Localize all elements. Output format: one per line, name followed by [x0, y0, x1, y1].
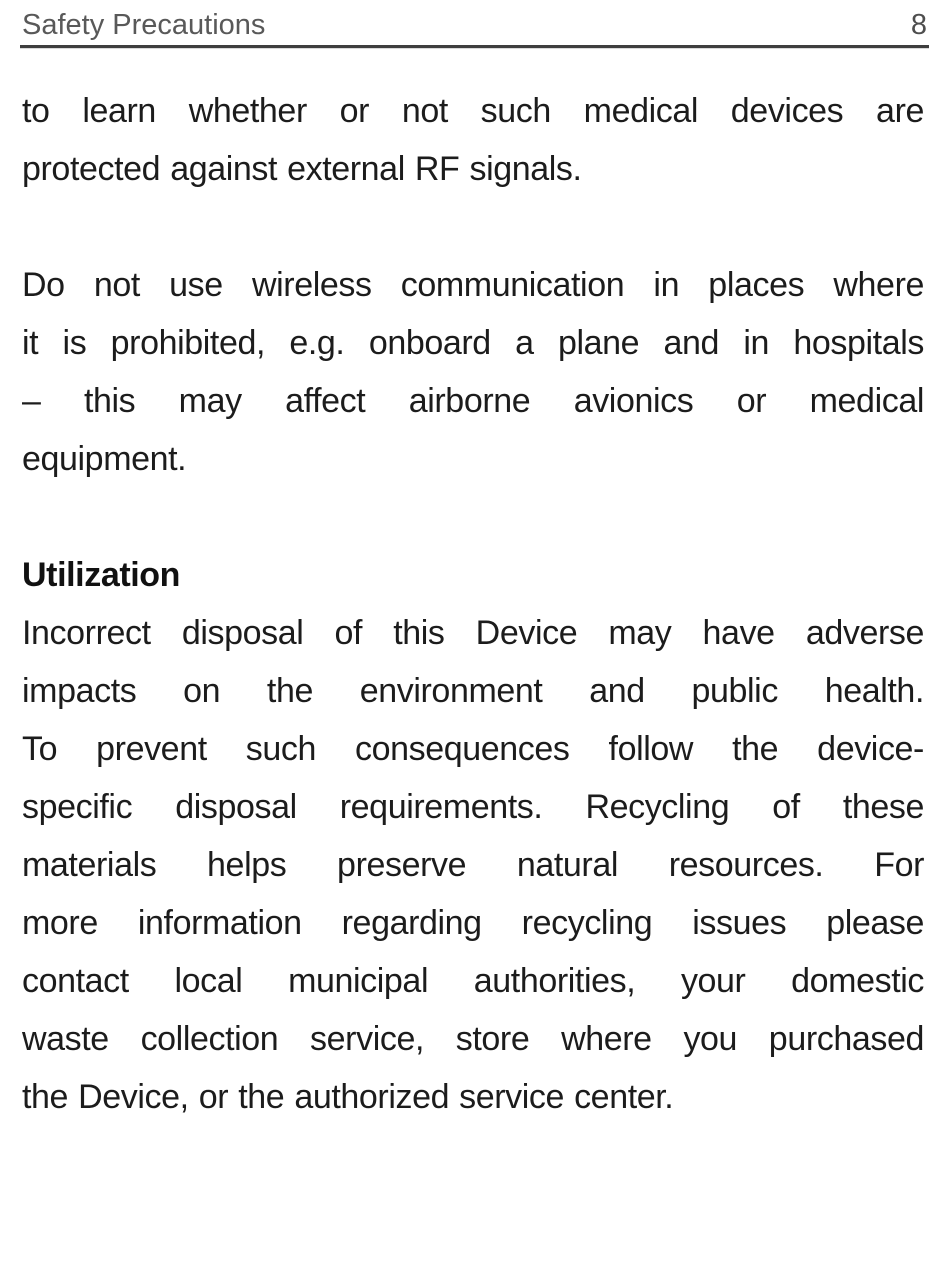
- text-line: contact local municipal authorities, your domestic: [22, 962, 924, 1000]
- text-line: – this may affect airborne avionics or medical: [22, 382, 924, 420]
- text-line: materials helps preserve natural resources. For: [22, 846, 924, 884]
- text-line: protected against external RF signals.: [22, 150, 582, 188]
- text-line: impacts on the environment and public health.: [22, 672, 924, 710]
- section: [22, 546, 924, 1126]
- page-number: 8: [910, 9, 927, 41]
- text-line: waste collection service, store where you purchased: [22, 1020, 924, 1058]
- text-line: the Device, or the authorized service center.: [22, 1078, 674, 1116]
- text-line: To prevent such consequences follow the device-: [22, 730, 924, 768]
- paragraph: [22, 256, 924, 488]
- text-line: Do not use wireless communication in places where: [22, 266, 924, 304]
- text-line: to learn whether or not such medical devices are: [22, 92, 924, 130]
- paragraph: [22, 82, 924, 198]
- section-heading: Utilization: [22, 556, 181, 594]
- text-line: equipment.: [22, 440, 187, 478]
- text-line: Incorrect disposal of this Device may have adverse: [22, 614, 924, 652]
- text-line: more information regarding recycling issues please: [22, 904, 924, 942]
- text-line: specific disposal requirements. Recycling of these: [22, 788, 924, 826]
- text-line: it is prohibited, e.g. onboard a plane and in hospitals: [22, 324, 924, 362]
- chapter-title: Safety Precautions: [22, 9, 266, 41]
- document-body: [22, 82, 924, 1126]
- running-header: [20, 0, 929, 48]
